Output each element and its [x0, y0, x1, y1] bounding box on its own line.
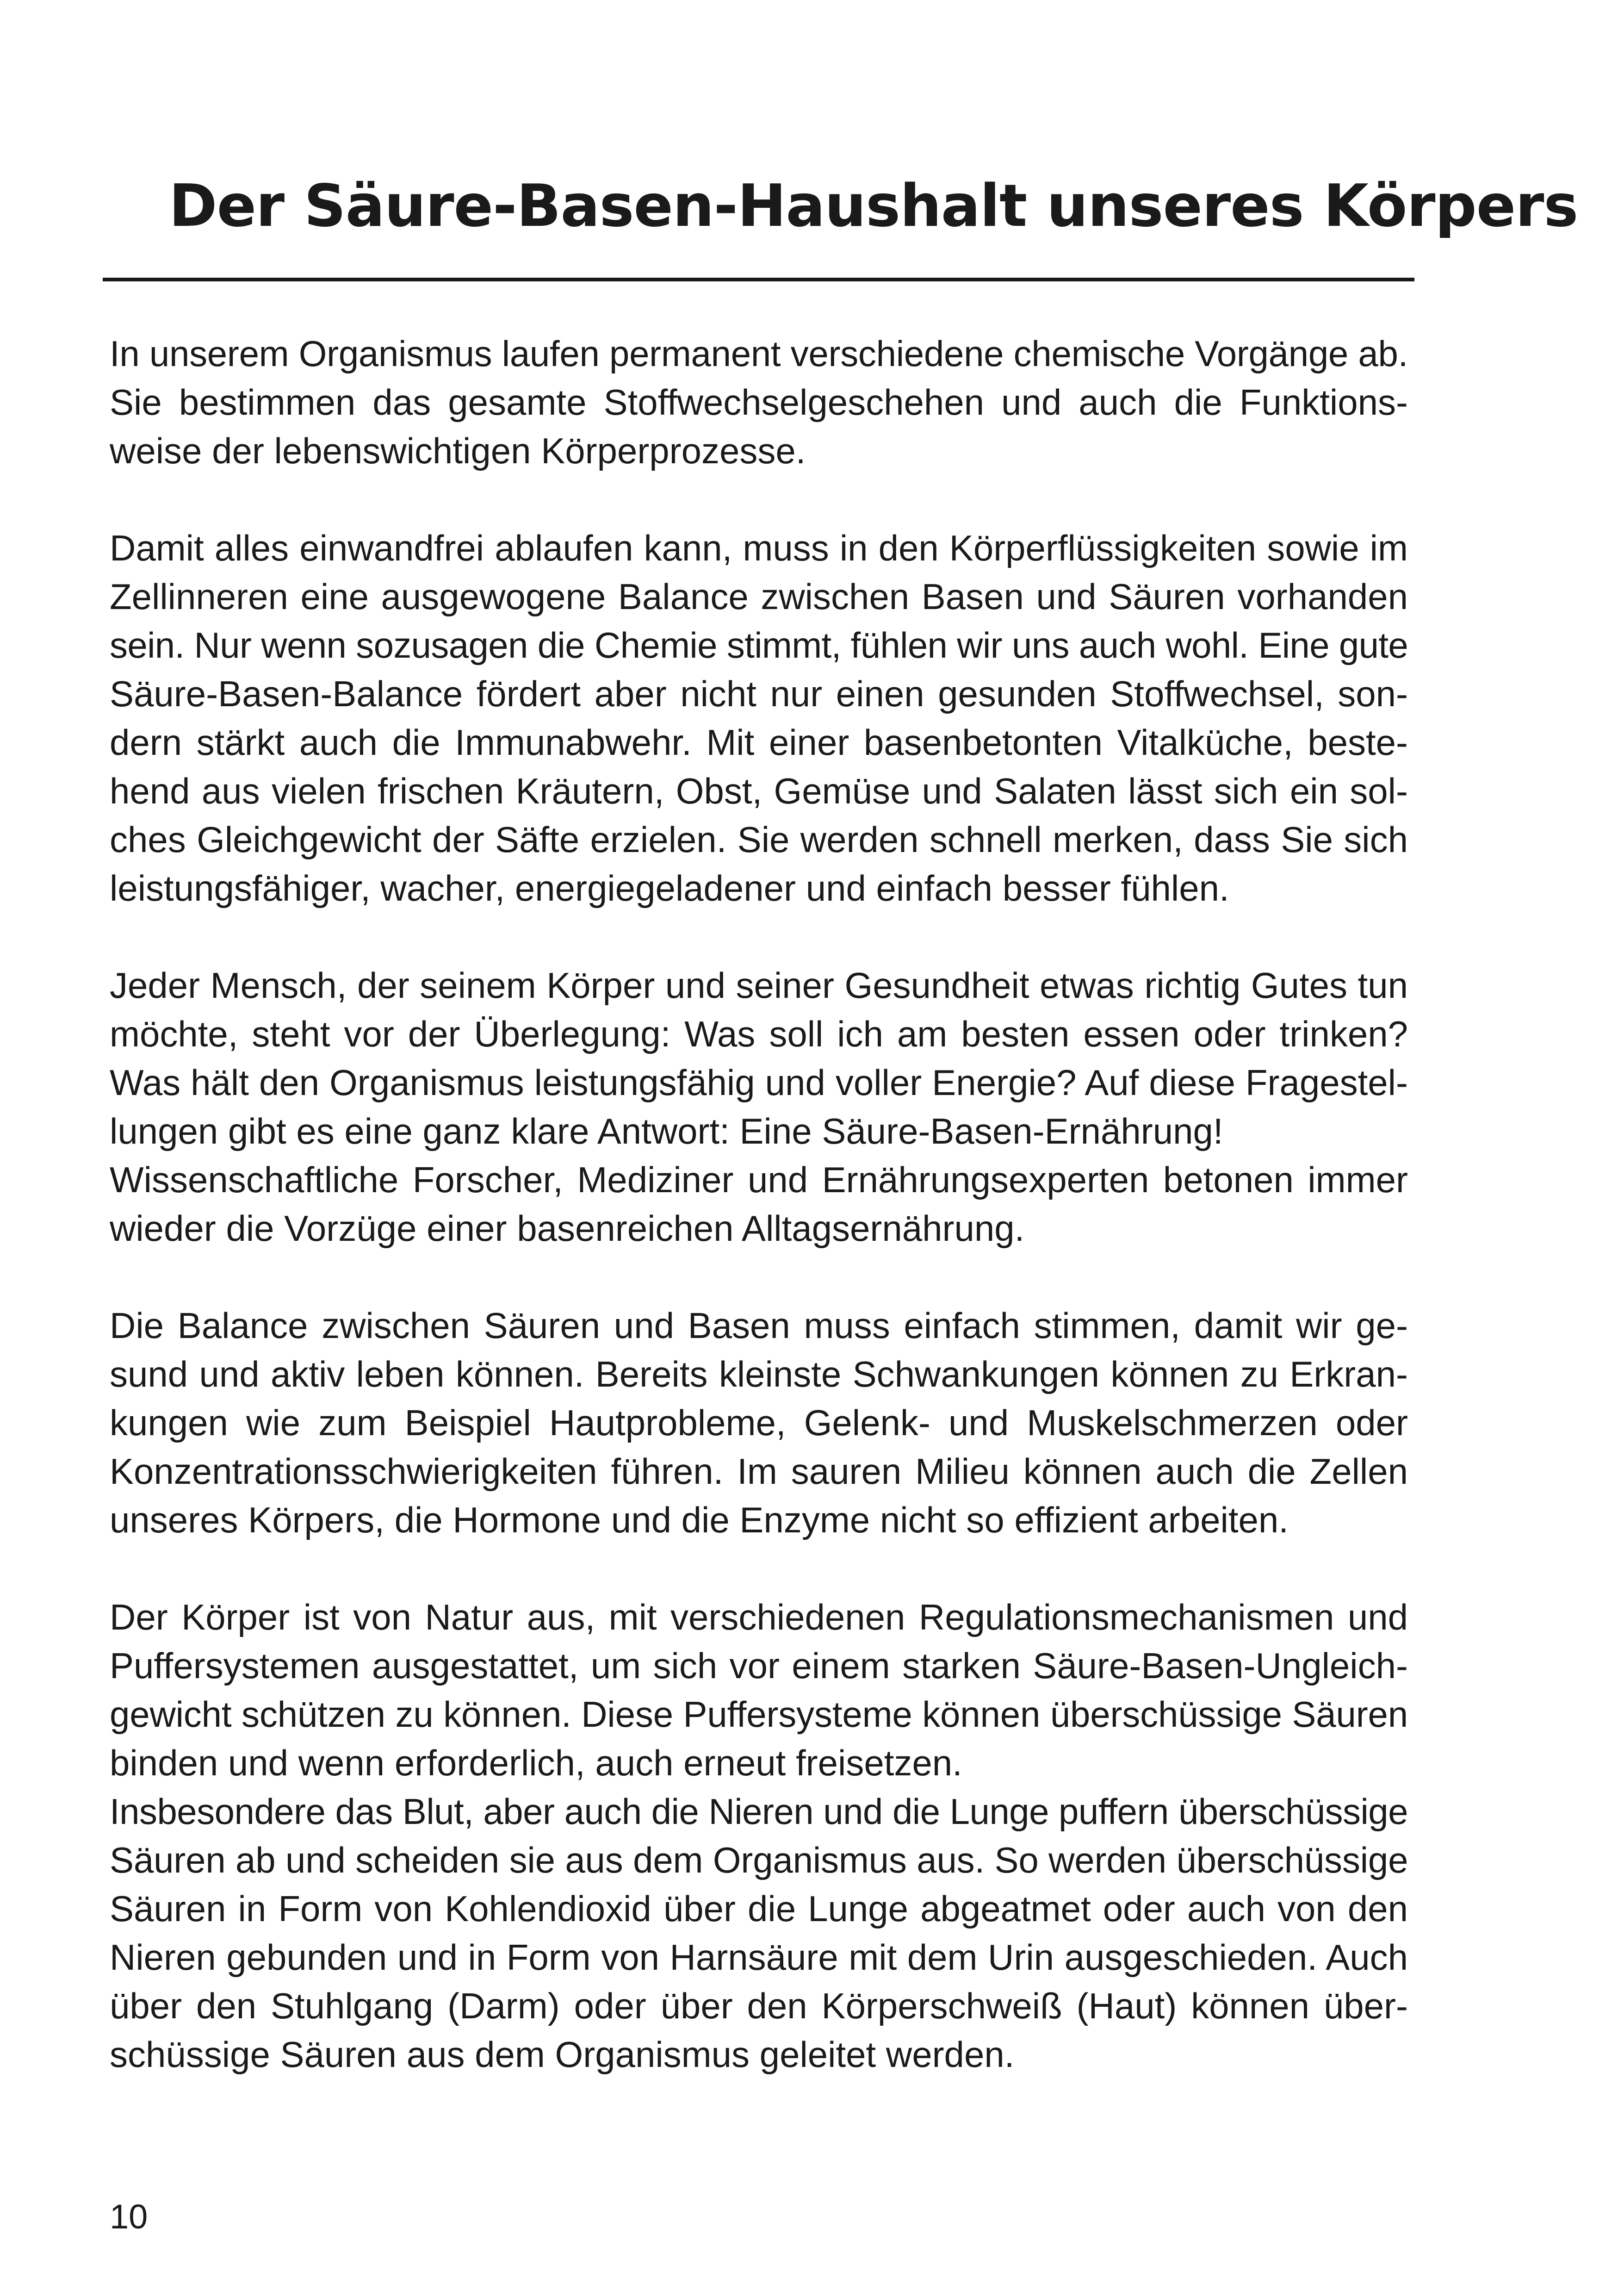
page-number: 10 [110, 2197, 148, 2236]
text-line: kungen wie zum Beispiel Hautprobleme, Gelenk- und Muskelschmerzen oder [110, 1402, 1408, 1443]
text-line: gewicht schützen zu können. Diese Puffersysteme können überschüssige Säuren [110, 1694, 1408, 1735]
text-line: Puffersystemen ausgestattet, um sich vor einem starken Säure-Basen-Ungleich- [110, 1645, 1408, 1686]
paragraph-3 [110, 961, 1408, 1253]
text-line: Insbesondere das Blut, aber auch die Nieren und die Lunge puffern überschüssige [110, 1791, 1408, 1832]
text-line: dern stärkt auch die Immunabwehr. Mit einer basenbetonten Vitalküche, beste- [110, 722, 1408, 763]
paragraph-2 [110, 524, 1408, 913]
body-text [110, 330, 1408, 2128]
text-line: Säuren in Form von Kohlendioxid über die Lunge abgeatmet oder auch von den [110, 1888, 1408, 1929]
text-line: Konzentrationsschwierigkeiten führen. Im sauren Milieu können auch die Zellen [110, 1451, 1408, 1492]
text-line: weise der lebenswichtigen Körperprozesse. [110, 430, 806, 471]
text-line: sund und aktiv leben können. Bereits kleinste Schwankungen können zu Erkran- [110, 1354, 1408, 1394]
paragraph-5 [110, 1593, 1408, 1787]
text-line: schüssige Säuren aus dem Organismus geleitet werden. [110, 2034, 1015, 2075]
text-line: Zellinneren eine ausgewogene Balance zwischen Basen und Säuren vorhanden [110, 576, 1408, 617]
paragraph-4 [110, 1301, 1408, 1544]
text-line: leistungsfähiger, wacher, energiegeladener und einfach besser fühlen. [110, 868, 1229, 908]
text-line: binden und wenn erforderlich, auch erneut freisetzen. [110, 1742, 962, 1783]
title-divider [103, 278, 1414, 281]
text-line: lungen gibt es eine ganz klare Antwort: Eine Säure-Basen-Ernährung! [110, 1111, 1223, 1151]
page-title: Der Säure-Basen-Haushalt unseres Körpers [169, 172, 1578, 240]
text-line: hend aus vielen frischen Kräutern, Obst, Gemüse und Salaten lässt sich ein sol- [110, 771, 1408, 811]
text-line: Wissenschaftliche Forscher, Mediziner und Ernährungsexperten betonen immer [110, 1159, 1408, 1200]
text-line: ches Gleichgewicht der Säfte erzielen. Sie werden schnell merken, dass Sie sich [110, 819, 1408, 860]
text-line: Der Körper ist von Natur aus, mit verschiedenen Regulationsmechanismen und [110, 1597, 1408, 1637]
paragraph-6 [110, 1787, 1408, 2079]
text-line: über den Stuhlgang (Darm) oder über den Körperschweiß (Haut) können über- [110, 1985, 1408, 2026]
text-line: Sie bestimmen das gesamte Stoffwechselgeschehen und auch die Funktions- [110, 382, 1408, 423]
text-line: Damit alles einwandfrei ablaufen kann, muss in den Körperflüssigkeiten sowie im [110, 528, 1408, 568]
text-line: In unserem Organismus laufen permanent verschiedene chemische Vorgänge ab. [110, 333, 1408, 374]
text-line: möchte, steht vor der Überlegung: Was soll ich am besten essen oder trinken? [110, 1014, 1408, 1054]
paragraph-1 [110, 330, 1408, 475]
text-line: Was hält den Organismus leistungsfähig und voller Energie? Auf diese Fragestel- [110, 1062, 1408, 1103]
text-line: Jeder Mensch, der seinem Körper und seiner Gesundheit etwas richtig Gutes tun [110, 965, 1408, 1006]
text-line: wieder die Vorzüge einer basenreichen Alltagsernährung. [110, 1208, 1025, 1249]
text-line: sein. Nur wenn sozusagen die Chemie stimmt, fühlen wir uns auch wohl. Eine gute [110, 625, 1408, 666]
text-line: Säuren ab und scheiden sie aus dem Organismus aus. So werden überschüssige [110, 1840, 1408, 1880]
text-line: Die Balance zwischen Säuren und Basen muss einfach stimmen, damit wir ge- [110, 1305, 1408, 1346]
text-line: unseres Körpers, die Hormone und die Enzyme nicht so effizient arbeiten. [110, 1500, 1289, 1540]
text-line: Nieren gebunden und in Form von Harnsäure mit dem Urin ausgeschieden. Auch [110, 1937, 1408, 1978]
text-line: Säure-Basen-Balance fördert aber nicht nur einen gesunden Stoffwechsel, son- [110, 673, 1408, 714]
